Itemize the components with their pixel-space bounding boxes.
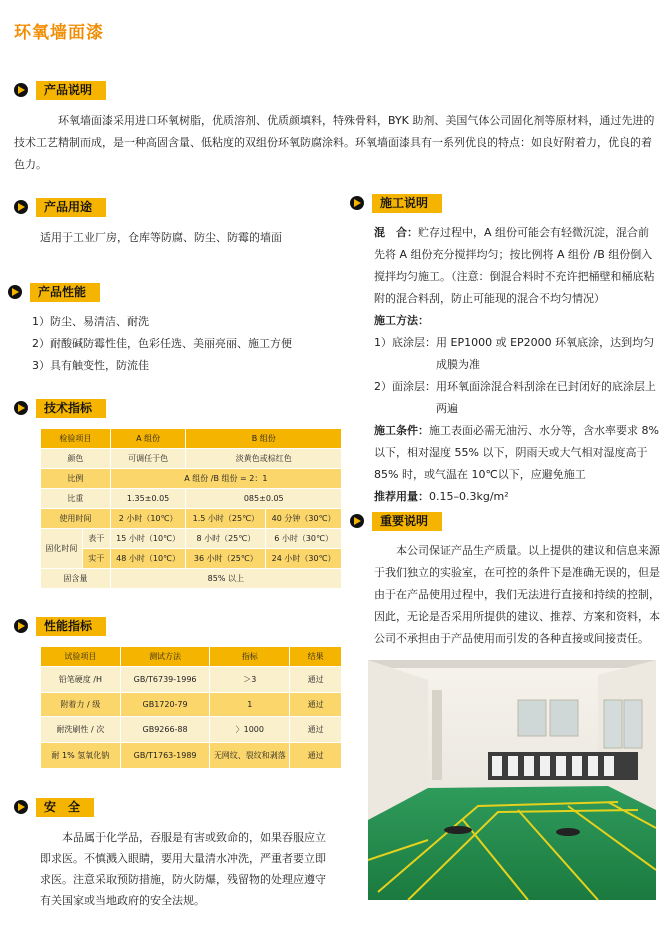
play-bullet-icon — [350, 514, 364, 528]
performance-list — [32, 311, 352, 377]
safety-text: 本品属于化学品，吞服是有害或致命的，如果吞服应立即求医。不慎溅入眼睛，要用大量清水冲洗，严重者要立即求医。注意采取预防措施，防火防爆，残留物的处理应遵守有关国家或当地政府的安全法规。 — [40, 831, 326, 907]
important-text: 本公司保证产品生产质量。以上提供的建议和信息来源于我们独立的实验室，在可控的条件下是准确无误的，但是由于在产品使用过程中，我们无法进行直接和持续的控制，因此，无论是否采用所提供的建议、推荐、方案和资料，本公司不承担由于产品使用而引发的各种直接或间接责任。 — [374, 544, 660, 645]
play-bullet-icon — [14, 200, 28, 214]
usage-text: 适用于工业厂房，仓库等防腐、防尘、防霉的墙面 — [40, 231, 282, 244]
condition-paragraph: 施工条件：施工表面必需无油污、水分等，含水率要求 8% 以下，相对湿度 55% 以下，阴雨天或大气相对湿度高于 85% 时，或气温在 10℃以下，应避免施工 — [374, 424, 659, 481]
table-row: 耐 1% 氢氧化钠 GB/T1763-1989 无网纹、裂纹和剥落 通过 — [41, 743, 342, 769]
table-row: 铅笔硬度 /H GB/T6739-1996 ＞3 通过 — [41, 667, 342, 693]
floor-photo — [368, 660, 656, 900]
epoxy-floor-illustration — [368, 660, 656, 900]
performance-index-table — [40, 646, 342, 769]
mix-paragraph — [374, 222, 660, 310]
section-heading-usage: 产品用途 — [14, 197, 106, 217]
section-heading-description: 产品说明 — [14, 80, 106, 100]
mix-key: 混 合： — [374, 226, 418, 239]
step-1: 1）底涂层： 用 EP1000 或 EP2000 环氧底涂，达到均匀成膜为准 — [374, 336, 655, 371]
table-row: 耐洗刷性 / 次 GB9266-88 〉1000 通过 — [41, 717, 342, 743]
play-bullet-icon — [14, 401, 28, 415]
play-bullet-icon — [8, 285, 22, 299]
method-label: 施工方法： — [374, 314, 429, 327]
play-bullet-icon — [14, 619, 28, 633]
dosage-paragraph: 推荐用量：0.15–0.3kg/m² — [374, 490, 509, 503]
section-heading-important: 重要说明 — [350, 511, 442, 531]
table-row: 使用时间 2 小时（10℃） 1.5 小时（25℃） 40 分钟（30℃） — [41, 509, 342, 529]
mix-text: 贮存过程中，A 组份可能会有轻微沉淀，混合前先将 A 组份充分搅拌均匀；按比例将 A 组份 /B 组份倒入搅拌均匀施工。（注意：倒混合料时不充许把桶壁和桶底粘附的混合料刮，防止可能现的混合不均匀情况） — [374, 226, 655, 305]
step-2: 2）面涂层： 用环氧面涂混合料刮涂在已封闭好的底涂层上两遍 — [374, 380, 656, 415]
table-row: 比例 A 组份 /B 组份 = 2：1 — [41, 469, 342, 489]
section-heading-performance: 产品性能 — [8, 282, 100, 302]
section-heading-safety: 安 全 — [14, 797, 94, 817]
section-heading-construction: 施工说明 — [350, 193, 442, 213]
table-row: 实干 48 小时（10℃） 36 小时（25℃） 24 小时（30℃） — [41, 549, 342, 569]
table-row: 颜色 可调任于色 淡黄色或棕红色 — [41, 449, 342, 469]
tech-spec-table — [40, 428, 342, 589]
section-heading-tech: 技术指标 — [14, 398, 106, 418]
play-bullet-icon — [14, 83, 28, 97]
list-item: 2）耐酸碱防霉性佳，色彩任选、美丽亮丽、施工方便 — [32, 337, 292, 350]
play-bullet-icon — [350, 196, 364, 210]
description-text: 环氧墙面漆采用进口环氧树脂，优质溶剂、优质颜填料，特殊骨料，BYK 助剂、美国气体公司固化剂等原材料，通过先进的技术工艺精制而成，是一种高固含量、低粘度的双组份环氧防腐涂料。环氧墙面漆具有一系列优良的特点：如良好附着力，优良的着色力。 — [14, 114, 655, 171]
construction-body — [374, 222, 660, 508]
page-title: 环氧墙面漆 — [14, 23, 104, 43]
table-header-row: 试验项目 测试方法 指标 结果 — [41, 647, 342, 667]
play-bullet-icon — [14, 800, 28, 814]
list-item: 3）具有触变性，防流佳 — [32, 359, 149, 372]
table-row: 固含量 85% 以上 — [41, 569, 342, 589]
table-header-row: 检验项目 A 组份 B 组份 — [41, 429, 342, 449]
table-row: 比重 1.35±0.05 085±0.05 — [41, 489, 342, 509]
section-heading-props: 性能指标 — [14, 616, 106, 636]
table-row: 附着力 / 级 GB1720-79 1 通过 — [41, 693, 342, 717]
table-row: 固化时间 表干 15 小时（10℃） 8 小时（25℃） 6 小时（30℃） — [41, 529, 342, 549]
list-item: 1）防尘、易清洁、耐洗 — [32, 315, 149, 328]
